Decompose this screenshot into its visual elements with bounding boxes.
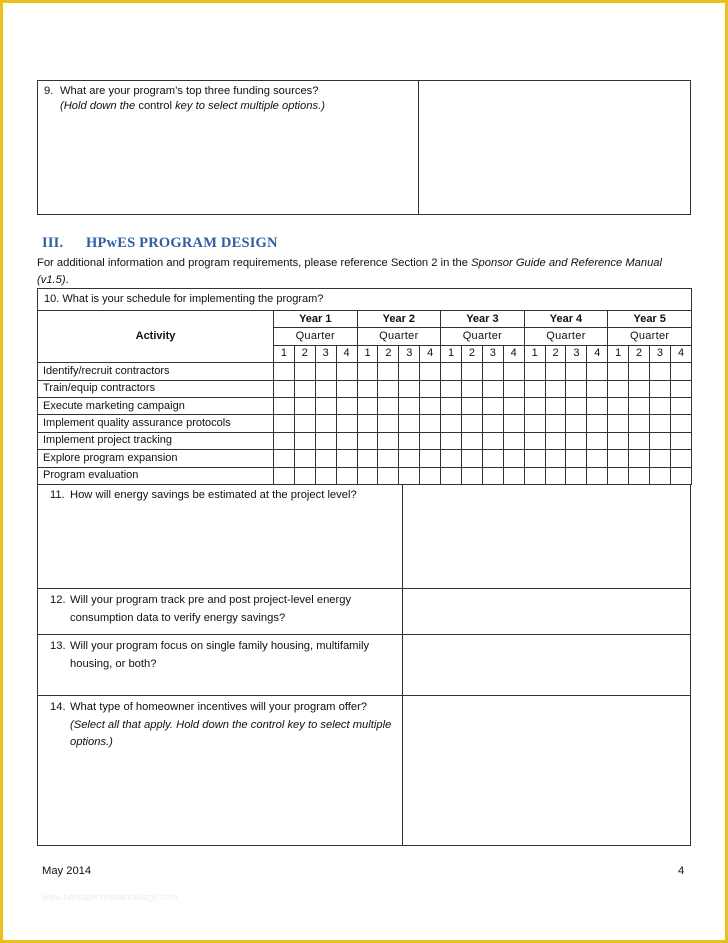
schedule-cell[interactable]	[357, 467, 378, 484]
schedule-cell[interactable]	[566, 432, 587, 449]
schedule-cell[interactable]	[608, 415, 629, 432]
q11-number: 11.	[50, 489, 65, 501]
watermark: www.heritagechristiancollege.com	[42, 892, 178, 902]
schedule-cell[interactable]	[587, 432, 608, 449]
schedule-cell[interactable]	[503, 467, 524, 484]
q13-number: 13.	[50, 640, 66, 652]
schedule-cell[interactable]	[670, 380, 691, 397]
schedule-cell[interactable]	[650, 380, 671, 397]
table-row	[38, 380, 692, 397]
schedule-cell[interactable]	[441, 415, 462, 432]
schedule-cell[interactable]	[670, 450, 691, 467]
schedule-cell[interactable]	[315, 432, 336, 449]
section-heading	[42, 235, 278, 252]
schedule-cell[interactable]	[315, 380, 336, 397]
schedule-cell[interactable]	[608, 397, 629, 414]
schedule-cell[interactable]	[524, 450, 545, 467]
schedule-cell[interactable]	[587, 397, 608, 414]
schedule-cell[interactable]	[524, 380, 545, 397]
schedule-cell[interactable]	[420, 397, 441, 414]
schedule-cell[interactable]	[462, 380, 483, 397]
schedule-cell[interactable]	[315, 397, 336, 414]
schedule-cell[interactable]	[294, 467, 315, 484]
schedule-cell[interactable]	[315, 415, 336, 432]
schedule-cell[interactable]	[441, 380, 462, 397]
schedule-cell[interactable]	[399, 467, 420, 484]
q9-number: 9.	[44, 85, 54, 97]
section-intro	[37, 255, 687, 288]
q12-text: Will your program track pre and post project-level energy consumption data to verify energy savings?	[70, 594, 352, 624]
q11-box	[37, 484, 691, 589]
year-header: Year 3	[441, 311, 525, 328]
quarter-label: Quarter	[357, 328, 441, 345]
schedule-cell[interactable]	[420, 380, 441, 397]
schedule-cell[interactable]	[650, 432, 671, 449]
schedule-cell[interactable]	[399, 432, 420, 449]
schedule-cell[interactable]	[482, 432, 503, 449]
q12-box	[37, 589, 691, 635]
schedule-cell[interactable]	[524, 432, 545, 449]
year-header: Year 5	[608, 311, 692, 328]
schedule-cell[interactable]	[294, 450, 315, 467]
schedule-cell[interactable]	[629, 363, 650, 380]
schedule-cell[interactable]	[357, 380, 378, 397]
quarter-number: 2	[294, 345, 315, 362]
schedule-cell[interactable]	[420, 415, 441, 432]
q14-box	[37, 696, 691, 846]
year-header: Year 1	[274, 311, 358, 328]
activity-label: Program evaluation	[38, 467, 274, 484]
schedule-cell[interactable]	[566, 380, 587, 397]
quarter-number: 1	[524, 345, 545, 362]
schedule-cell[interactable]	[274, 397, 295, 414]
schedule-cell[interactable]	[399, 415, 420, 432]
quarter-number: 4	[420, 345, 441, 362]
schedule-cell[interactable]	[336, 467, 357, 484]
schedule-cell[interactable]	[629, 432, 650, 449]
q9-hint-pre: (Hold down the	[60, 100, 136, 112]
activity-header: Activity	[38, 311, 274, 363]
q12-answer-field[interactable]	[403, 589, 690, 634]
schedule-year-row	[38, 311, 692, 328]
schedule-cell[interactable]	[566, 450, 587, 467]
schedule-cell[interactable]	[420, 467, 441, 484]
table-row	[38, 467, 692, 484]
schedule-cell[interactable]	[294, 432, 315, 449]
schedule-cell[interactable]	[503, 397, 524, 414]
activity-label: Explore program expansion	[38, 450, 274, 467]
schedule-cell[interactable]	[420, 432, 441, 449]
schedule-cell[interactable]	[524, 415, 545, 432]
q14-text-wrap	[70, 699, 402, 752]
q11-question-cell	[38, 484, 403, 588]
q9-answer-field[interactable]	[419, 81, 690, 214]
schedule-cell[interactable]	[503, 450, 524, 467]
schedule-cell[interactable]	[462, 363, 483, 380]
schedule-cell[interactable]	[545, 432, 566, 449]
page-number: 4	[678, 865, 685, 877]
schedule-cell[interactable]	[378, 397, 399, 414]
schedule-cell[interactable]	[336, 380, 357, 397]
q9-hint-post: key to select multiple options.)	[175, 100, 325, 112]
quarter-number: 3	[399, 345, 420, 362]
schedule-cell[interactable]	[378, 380, 399, 397]
schedule-cell[interactable]	[524, 397, 545, 414]
table-row	[38, 450, 692, 467]
quarter-number: 1	[441, 345, 462, 362]
q14-answer-field[interactable]	[403, 696, 690, 845]
quarter-number: 3	[315, 345, 336, 362]
schedule-cell[interactable]	[503, 415, 524, 432]
schedule-cell[interactable]	[315, 363, 336, 380]
schedule-cell[interactable]	[294, 415, 315, 432]
schedule-cell[interactable]	[441, 467, 462, 484]
schedule-cell[interactable]	[294, 397, 315, 414]
intro-end: .	[65, 273, 69, 286]
quarter-number: 2	[545, 345, 566, 362]
quarter-number: 1	[274, 345, 295, 362]
schedule-cell[interactable]	[462, 432, 483, 449]
schedule-cell[interactable]	[441, 450, 462, 467]
schedule-cell[interactable]	[566, 415, 587, 432]
q14-number: 14.	[50, 701, 66, 713]
quarter-number: 1	[357, 345, 378, 362]
schedule-cell[interactable]	[336, 415, 357, 432]
table-row	[38, 415, 692, 432]
schedule-cell[interactable]	[545, 450, 566, 467]
schedule-cell[interactable]	[545, 467, 566, 484]
schedule-cell[interactable]	[274, 432, 295, 449]
schedule-cell[interactable]	[336, 450, 357, 467]
schedule-cell[interactable]	[399, 450, 420, 467]
schedule-cell[interactable]	[670, 397, 691, 414]
schedule-cell[interactable]	[336, 432, 357, 449]
quarter-number: 3	[566, 345, 587, 362]
schedule-cell[interactable]	[462, 450, 483, 467]
schedule-cell[interactable]	[336, 397, 357, 414]
schedule-cell[interactable]	[566, 467, 587, 484]
activity-label: Implement quality assurance protocols	[38, 415, 274, 432]
section-title: HPwES PROGRAM DESIGN	[86, 235, 278, 251]
quarter-label: Quarter	[608, 328, 692, 345]
schedule-cell[interactable]	[566, 397, 587, 414]
schedule-cell[interactable]	[482, 363, 503, 380]
schedule-cell[interactable]	[587, 363, 608, 380]
section-number: III.	[42, 235, 64, 251]
schedule-cell[interactable]	[399, 363, 420, 380]
q9-box	[37, 80, 691, 215]
activity-label: Train/equip contractors	[38, 380, 274, 397]
year-header: Year 2	[357, 311, 441, 328]
schedule-cell[interactable]	[545, 397, 566, 414]
schedule-cell[interactable]	[503, 363, 524, 380]
schedule-cell[interactable]	[336, 363, 357, 380]
quarter-number: 3	[482, 345, 503, 362]
q13-text: Will your program focus on single family housing, multifamily housing, or both?	[70, 640, 370, 670]
table-row	[38, 363, 692, 380]
activity-label: Implement project tracking	[38, 432, 274, 449]
schedule-cell[interactable]	[399, 380, 420, 397]
schedule-cell[interactable]	[441, 432, 462, 449]
schedule-cell[interactable]	[420, 363, 441, 380]
schedule-cell[interactable]	[650, 450, 671, 467]
q9-question-cell	[38, 81, 419, 214]
schedule-cell[interactable]	[545, 380, 566, 397]
quarter-label: Quarter	[441, 328, 525, 345]
schedule-cell[interactable]	[441, 363, 462, 380]
schedule-cell[interactable]	[650, 415, 671, 432]
schedule-cell[interactable]	[670, 363, 691, 380]
schedule-cell[interactable]	[670, 415, 691, 432]
quarter-number: 4	[670, 345, 691, 362]
quarter-number: 2	[462, 345, 483, 362]
quarter-number: 1	[608, 345, 629, 362]
schedule-cell[interactable]	[462, 467, 483, 484]
schedule-cell[interactable]	[650, 397, 671, 414]
schedule-cell[interactable]	[357, 450, 378, 467]
schedule-cell[interactable]	[608, 363, 629, 380]
schedule-cell[interactable]	[420, 450, 441, 467]
schedule-cell[interactable]	[274, 467, 295, 484]
q11-text: How will energy savings be estimated at the project level?	[70, 489, 357, 501]
intro-reference: Sponsor Guide and Reference Manual (v1.5)	[37, 257, 663, 286]
q13-question-cell	[38, 635, 403, 695]
schedule-cell[interactable]	[482, 397, 503, 414]
intro-text: For additional information and program requirements, please reference Section 2 in the	[37, 257, 468, 269]
schedule-cell[interactable]	[524, 467, 545, 484]
schedule-cell[interactable]	[608, 380, 629, 397]
schedule-cell[interactable]	[608, 432, 629, 449]
schedule-cell[interactable]	[357, 397, 378, 414]
quarter-label: Quarter	[274, 328, 358, 345]
schedule-cell[interactable]	[378, 363, 399, 380]
schedule-cell[interactable]	[608, 450, 629, 467]
schedule-cell[interactable]	[503, 380, 524, 397]
schedule-cell[interactable]	[629, 415, 650, 432]
q12-number: 12.	[50, 594, 66, 606]
footer-date: May 2014	[42, 865, 92, 877]
schedule-question-row	[38, 289, 692, 311]
q11-answer-field[interactable]	[403, 484, 690, 588]
quarter-number: 4	[587, 345, 608, 362]
quarter-label: Quarter	[524, 328, 608, 345]
schedule-cell[interactable]	[274, 450, 295, 467]
schedule-cell[interactable]	[608, 467, 629, 484]
schedule-table	[37, 288, 692, 485]
schedule-cell[interactable]	[357, 363, 378, 380]
quarter-number: 2	[378, 345, 399, 362]
q14-question-cell	[38, 696, 403, 845]
activity-label: Execute marketing campaign	[38, 397, 274, 414]
schedule-cell[interactable]	[503, 432, 524, 449]
schedule-cell[interactable]	[357, 432, 378, 449]
schedule-cell[interactable]	[274, 380, 295, 397]
schedule-cell[interactable]	[357, 415, 378, 432]
q13-answer-field[interactable]	[403, 635, 690, 695]
q12-question-cell	[38, 589, 403, 634]
schedule-cell[interactable]	[524, 363, 545, 380]
schedule-cell[interactable]	[315, 450, 336, 467]
schedule-cell[interactable]	[378, 450, 399, 467]
schedule-cell[interactable]	[629, 380, 650, 397]
schedule-cell[interactable]	[587, 415, 608, 432]
schedule-cell[interactable]	[587, 380, 608, 397]
schedule-cell[interactable]	[545, 415, 566, 432]
schedule-cell[interactable]	[482, 415, 503, 432]
schedule-cell[interactable]	[629, 397, 650, 414]
quarter-number: 4	[503, 345, 524, 362]
schedule-cell[interactable]	[670, 467, 691, 484]
schedule-cell[interactable]	[629, 450, 650, 467]
schedule-cell[interactable]	[378, 467, 399, 484]
schedule-cell[interactable]	[566, 363, 587, 380]
table-row	[38, 397, 692, 414]
quarter-number: 3	[650, 345, 671, 362]
schedule-cell[interactable]	[587, 467, 608, 484]
schedule-cell[interactable]	[650, 467, 671, 484]
table-row	[38, 432, 692, 449]
schedule-cell[interactable]	[670, 432, 691, 449]
q13-box	[37, 635, 691, 696]
q10-text: 10. What is your schedule for implementing the program?	[38, 289, 692, 311]
schedule-cell[interactable]	[482, 380, 503, 397]
q9-text: What are your program’s top three funding sources?	[60, 85, 319, 97]
schedule-cell[interactable]	[441, 397, 462, 414]
schedule-cell[interactable]	[462, 415, 483, 432]
schedule-cell[interactable]	[294, 363, 315, 380]
schedule-cell[interactable]	[378, 432, 399, 449]
schedule-cell[interactable]	[545, 363, 566, 380]
schedule-cell[interactable]	[650, 363, 671, 380]
year-header: Year 4	[524, 311, 608, 328]
schedule-cell[interactable]	[274, 415, 295, 432]
schedule-cell[interactable]	[274, 363, 295, 380]
schedule-cell[interactable]	[315, 467, 336, 484]
quarter-number: 2	[629, 345, 650, 362]
quarter-number: 4	[336, 345, 357, 362]
schedule-cell[interactable]	[462, 397, 483, 414]
activity-label: Identify/recruit contractors	[38, 363, 274, 380]
schedule-cell[interactable]	[294, 380, 315, 397]
q14-text: What type of homeowner incentives will your program offer?	[70, 701, 368, 713]
q9-hint-control: control	[138, 100, 172, 112]
schedule-cell[interactable]	[587, 450, 608, 467]
schedule-cell[interactable]	[378, 415, 399, 432]
schedule-cell[interactable]	[482, 450, 503, 467]
schedule-cell[interactable]	[482, 467, 503, 484]
q14-hint: (Select all that apply. Hold down the control key to select multiple options.)	[70, 718, 392, 748]
schedule-cell[interactable]	[399, 397, 420, 414]
schedule-cell[interactable]	[629, 467, 650, 484]
